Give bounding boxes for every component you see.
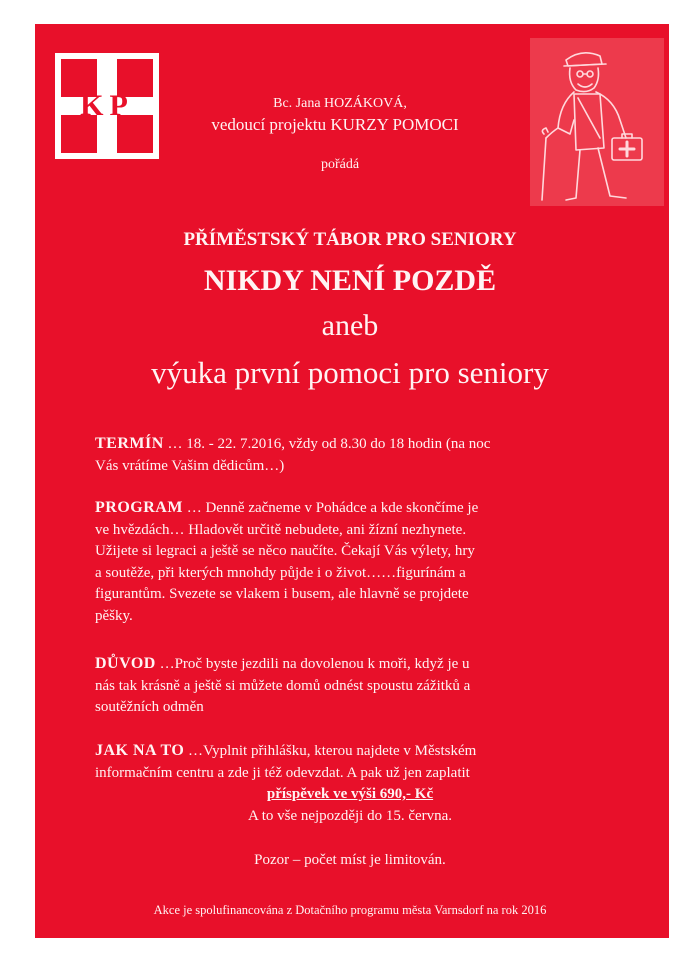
jak-text-2: informačním centru a zde ji též odevzdat. A pak už jen zaplatit: [95, 764, 470, 781]
termin-text-1: … 18. - 22. 7.2016, vždy od 8.30 do 18 hodin (na noc: [163, 436, 491, 452]
program-text-5: figurantům. Svezete se vlakem i busem, ale hlavně se projdete: [95, 586, 469, 602]
title-main: NIKDY NENÍ POZDĚ: [203, 264, 497, 297]
title-subtitle: výuka první pomoci pro seniory: [151, 355, 549, 390]
title-camp: PŘÍMĚSTSKÝ TÁBOR PRO SENIORY: [183, 229, 517, 250]
contribution-amount: příspěvek ve výši 690,- Kč: [266, 786, 434, 802]
section-duvod: [95, 653, 470, 719]
duvod-text-3: soutěžních odměn: [95, 699, 204, 715]
elderly-paramedic-icon: [530, 38, 664, 206]
kp-logo: [55, 53, 159, 159]
logo-letters: KP: [80, 89, 134, 122]
duvod-label: DŮVOD: [95, 655, 156, 672]
duvod-text-2: nás tak krásně a ještě si můžete domů odnést spoustu zážitků a: [95, 677, 471, 694]
organizes-label: pořádá: [320, 157, 360, 172]
termin-text-2: Vás vrátíme Vašim dědicům…): [95, 457, 285, 474]
program-text-4: a soutěže, při kterých mnohdy půjde i o život……figurínám a: [95, 564, 466, 581]
program-text-3: Užijete si legraci a ještě se něco naučíte. Čekají Vás výlety, hry: [95, 543, 475, 559]
termin-label: TERMÍN: [95, 435, 164, 452]
jak-label: JAK NA TO: [95, 742, 185, 759]
program-text-6: pěšky.: [95, 607, 133, 624]
section-jak-na-to: [95, 740, 476, 784]
jak-text-1: …Vyplnit přihlášku, kterou najdete v Městském: [184, 743, 477, 759]
capacity-notice: Pozor – počet míst je limitován.: [254, 852, 446, 868]
program-text-2: ve hvězdách… Hladovět určitě nebudete, ani žízní nezhynete.: [95, 521, 467, 538]
section-program: [95, 497, 478, 627]
program-label: PROGRAM: [95, 499, 183, 516]
funding-footer: Akce je spolufinancována z Dotačního programu města Varnsdorf na rok 2016: [153, 903, 547, 917]
author-name: Bc. Jana HOZÁKOVÁ,: [273, 96, 407, 111]
program-text-1: … Denně začneme v Pohádce a kde skončíme je: [182, 500, 479, 516]
project-leader: vedoucí projektu KURZY POMOCI: [211, 115, 459, 134]
duvod-text-1: …Proč byste jezdili na dovolenou k moři, když je u: [155, 656, 470, 672]
section-termin: [95, 433, 490, 477]
title-aneb: aneb: [321, 309, 379, 342]
deadline-text: A to vše nejpozději do 15. června.: [247, 808, 453, 824]
